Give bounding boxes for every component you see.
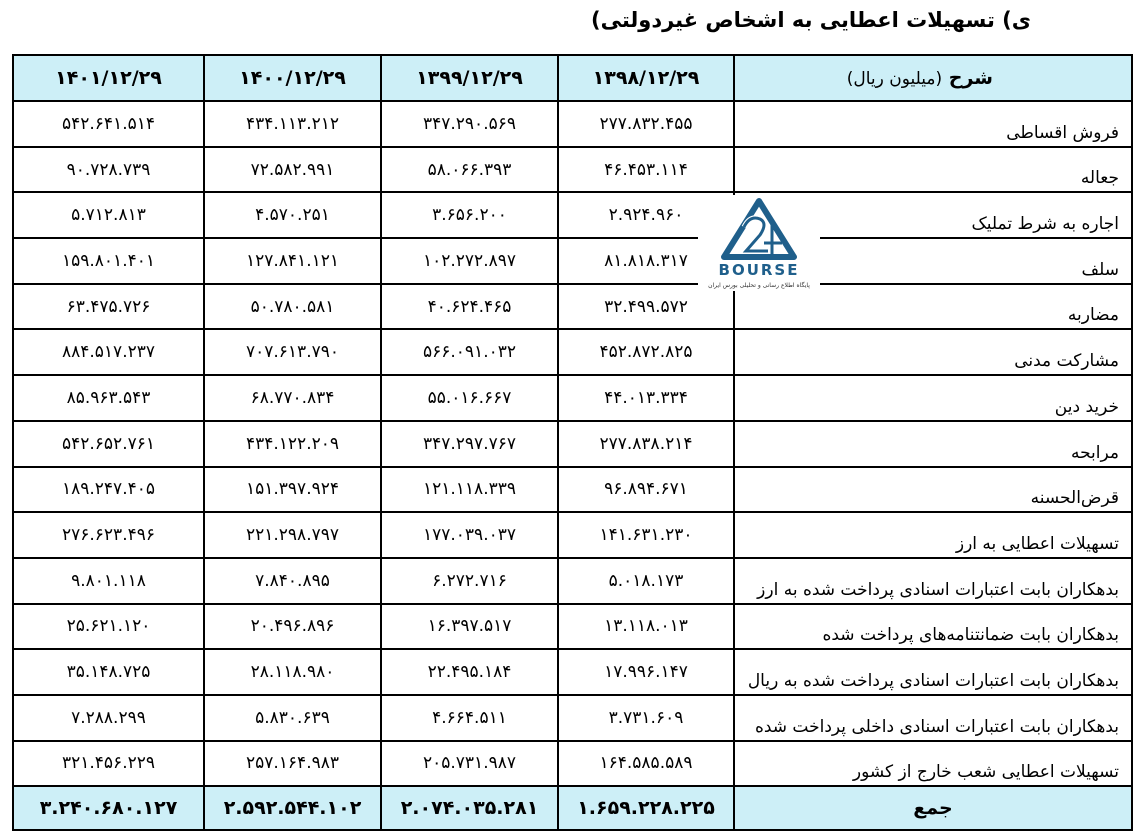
row-value: ۲۷۷.۸۳۸.۲۱۴ xyxy=(558,421,734,467)
row-value: ۳۲.۴۹۹.۵۷۲ xyxy=(558,284,734,330)
row-value: ۷.۲۸۸.۲۹۹ xyxy=(13,695,204,741)
row-value: ۵۴۲.۶۴۱.۵۱۴ xyxy=(13,101,204,147)
row-label: خرید دین xyxy=(734,375,1132,421)
row-label: سلف xyxy=(734,238,1132,284)
header-row xyxy=(13,55,1132,101)
row-value: ۱۰۲.۲۷۲.۸۹۷ xyxy=(381,238,558,284)
row-value: ۶۸.۷۷۰.۸۳۴ xyxy=(204,375,381,421)
header-year: ۱۳۹۸/۱۲/۲۹ xyxy=(558,55,734,101)
row-value: ۷۲.۵۸۲.۹۹۱ xyxy=(204,147,381,193)
table-row xyxy=(13,329,1132,375)
table-row xyxy=(13,695,1132,741)
row-label: مضاربه xyxy=(734,284,1132,330)
table-row xyxy=(13,512,1132,558)
row-value: ۳۲۱.۴۵۶.۲۲۹ xyxy=(13,741,204,787)
facilities-table-container xyxy=(12,54,1131,831)
row-label: بدهکاران بابت اعتبارات اسنادی داخلی پرداخت شده xyxy=(734,695,1132,741)
total-value: ۲.۰۷۴.۰۳۵.۲۸۱ xyxy=(381,786,558,830)
table-row xyxy=(13,284,1132,330)
row-value: ۴۳۴.۱۲۲.۲۰۹ xyxy=(204,421,381,467)
row-label: جعاله xyxy=(734,147,1132,193)
row-value: ۱۲۱.۱۱۸.۳۳۹ xyxy=(381,467,558,513)
table-row xyxy=(13,649,1132,695)
row-value: ۲.۹۲۴.۹۶۰ xyxy=(558,192,734,238)
logo-brand-text: BOURSE xyxy=(718,261,800,279)
table-row xyxy=(13,238,1132,284)
row-label: تسهیلات اعطایی به ارز xyxy=(734,512,1132,558)
row-value: ۵۰.۷۸۰.۵۸۱ xyxy=(204,284,381,330)
row-value: ۲۲۱.۲۹۸.۷۹۷ xyxy=(204,512,381,558)
row-label: بدهکاران بابت اعتبارات اسنادی پرداخت شده به ارز xyxy=(734,558,1132,604)
bourse24-watermark-logo xyxy=(698,195,820,291)
page-title: ی) تسهیلات اعطایی به اشخاص غیردولتی) xyxy=(590,8,1031,32)
row-value: ۱۷.۹۹۶.۱۴۷ xyxy=(558,649,734,695)
total-value: ۱.۶۵۹.۲۲۸.۲۲۵ xyxy=(558,786,734,830)
row-value: ۴.۵۷۰.۲۵۱ xyxy=(204,192,381,238)
table-row xyxy=(13,467,1132,513)
row-value: ۲۲.۴۹۵.۱۸۴ xyxy=(381,649,558,695)
row-value: ۳.۷۳۱.۶۰۹ xyxy=(558,695,734,741)
row-value: ۵۴۲.۶۵۲.۷۶۱ xyxy=(13,421,204,467)
row-value: ۵.۸۳۰.۶۳۹ xyxy=(204,695,381,741)
header-description-unit: (میلیون ریال) xyxy=(846,69,943,89)
row-value: ۳۴۷.۲۹۷.۷۶۷ xyxy=(381,421,558,467)
table-row xyxy=(13,147,1132,193)
row-value: ۵۸.۰۶۶.۳۹۳ xyxy=(381,147,558,193)
row-value: ۳۵.۱۴۸.۷۲۵ xyxy=(13,649,204,695)
table-row xyxy=(13,101,1132,147)
row-label: تسهیلات اعطایی شعب خارج از کشور xyxy=(734,741,1132,787)
row-value: ۱۶۴.۵۸۵.۵۸۹ xyxy=(558,741,734,787)
row-value: ۱۶.۳۹۷.۵۱۷ xyxy=(381,604,558,650)
total-row xyxy=(13,786,1132,830)
row-value: ۴۰.۶۲۴.۴۶۵ xyxy=(381,284,558,330)
row-value: ۷.۸۴۰.۸۹۵ xyxy=(204,558,381,604)
row-value: ۱۵۱.۳۹۷.۹۲۴ xyxy=(204,467,381,513)
row-label: اجاره به شرط تملیک xyxy=(734,192,1132,238)
row-value: ۵۵.۰۱۶.۶۶۷ xyxy=(381,375,558,421)
row-value: ۵.۷۱۲.۸۱۳ xyxy=(13,192,204,238)
row-value: ۸۱.۸۱۸.۳۱۷ xyxy=(558,238,734,284)
row-label: مشارکت مدنی xyxy=(734,329,1132,375)
row-value: ۵۶۶.۰۹۱.۰۳۲ xyxy=(381,329,558,375)
table-row xyxy=(13,375,1132,421)
row-value: ۴.۶۶۴.۵۱۱ xyxy=(381,695,558,741)
row-value: ۳.۶۵۶.۲۰۰ xyxy=(381,192,558,238)
row-value: ۴۴.۰۱۳.۳۳۴ xyxy=(558,375,734,421)
row-label: فروش اقساطی xyxy=(734,101,1132,147)
row-value: ۲۰۵.۷۳۱.۹۸۷ xyxy=(381,741,558,787)
logo-tagline-text: پایگاه اطلاع رسانی و تحلیلی بورس ایران xyxy=(708,282,810,289)
row-value: ۲۰.۴۹۶.۸۹۶ xyxy=(204,604,381,650)
row-value: ۸۵.۹۶۳.۵۴۳ xyxy=(13,375,204,421)
row-value: ۲۷۷.۸۳۲.۴۵۵ xyxy=(558,101,734,147)
header-year: ۱۴۰۰/۱۲/۲۹ xyxy=(204,55,381,101)
row-value: ۴۵۲.۸۷۲.۸۲۵ xyxy=(558,329,734,375)
header-description-label: شرح xyxy=(948,67,993,89)
table-row xyxy=(13,558,1132,604)
facilities-table xyxy=(12,54,1133,831)
row-value: ۶.۲۷۲.۷۱۶ xyxy=(381,558,558,604)
row-value: ۱۲۷.۸۴۱.۱۲۱ xyxy=(204,238,381,284)
row-value: ۹.۸۰۱.۱۱۸ xyxy=(13,558,204,604)
total-label: جمع xyxy=(734,786,1132,830)
table-row xyxy=(13,741,1132,787)
row-value: ۲۸.۱۱۸.۹۸۰ xyxy=(204,649,381,695)
row-value: ۹۶.۸۹۴.۶۷۱ xyxy=(558,467,734,513)
header-year: ۱۴۰۱/۱۲/۲۹ xyxy=(13,55,204,101)
row-value: ۹۰.۷۲۸.۷۳۹ xyxy=(13,147,204,193)
row-label: مرابحه xyxy=(734,421,1132,467)
table-row xyxy=(13,421,1132,467)
row-label: قرض‌الحسنه xyxy=(734,467,1132,513)
row-value: ۴۳۴.۱۱۳.۲۱۲ xyxy=(204,101,381,147)
row-value: ۳۴۷.۲۹۰.۵۶۹ xyxy=(381,101,558,147)
table-row xyxy=(13,192,1132,238)
row-value: ۱۷۷.۰۳۹.۰۳۷ xyxy=(381,512,558,558)
header-year: ۱۳۹۹/۱۲/۲۹ xyxy=(381,55,558,101)
row-value: ۱۴۱.۶۳۱.۲۳۰ xyxy=(558,512,734,558)
row-value: ۲۷۶.۶۲۳.۴۹۶ xyxy=(13,512,204,558)
row-value: ۷۰۷.۶۱۳.۷۹۰ xyxy=(204,329,381,375)
row-value: ۱۳.۱۱۸.۰۱۳ xyxy=(558,604,734,650)
row-label: بدهکاران بابت ضمانتنامه‌های پرداخت شده xyxy=(734,604,1132,650)
table-body xyxy=(13,101,1132,830)
row-value: ۵.۰۱۸.۱۷۳ xyxy=(558,558,734,604)
bourse24-logo-icon xyxy=(698,195,820,291)
row-value: ۶۳.۴۷۵.۷۲۶ xyxy=(13,284,204,330)
header-description xyxy=(734,55,1132,101)
row-value: ۸۸۴.۵۱۷.۲۳۷ xyxy=(13,329,204,375)
total-value: ۲.۵۹۲.۵۴۴.۱۰۲ xyxy=(204,786,381,830)
row-value: ۲۵۷.۱۶۴.۹۸۳ xyxy=(204,741,381,787)
table-row xyxy=(13,604,1132,650)
total-value: ۳.۲۴۰.۶۸۰.۱۲۷ xyxy=(13,786,204,830)
row-value: ۴۶.۴۵۳.۱۱۴ xyxy=(558,147,734,193)
row-value: ۱۵۹.۸۰۱.۴۰۱ xyxy=(13,238,204,284)
row-label: بدهکاران بابت اعتبارات اسنادی پرداخت شده به ریال xyxy=(734,649,1132,695)
row-value: ۲۵.۶۲۱.۱۲۰ xyxy=(13,604,204,650)
row-value: ۱۸۹.۲۴۷.۴۰۵ xyxy=(13,467,204,513)
